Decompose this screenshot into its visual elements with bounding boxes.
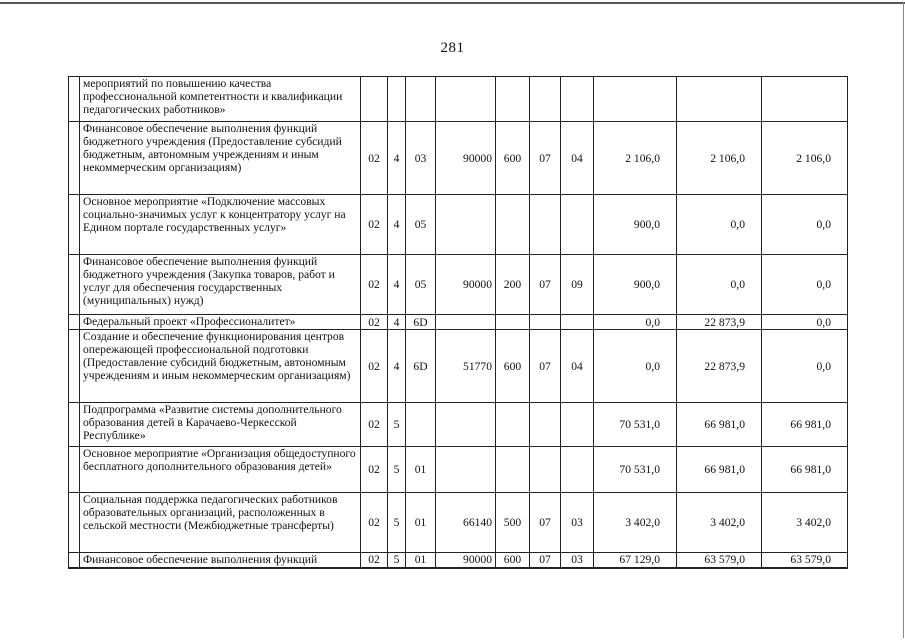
amount-year-2: 66 981,0 xyxy=(677,447,762,493)
code-activity: 01 xyxy=(406,553,436,568)
code-activity: 6D xyxy=(406,330,436,403)
code-section xyxy=(530,403,561,447)
code-subsection xyxy=(561,77,594,122)
code-subprogram: 4 xyxy=(388,255,406,315)
code-section xyxy=(530,77,561,122)
code-expense-type: 200 xyxy=(496,255,530,315)
code-expense-type xyxy=(496,447,530,493)
code-expense-type xyxy=(496,315,530,330)
table-row xyxy=(69,122,848,195)
code-subprogram xyxy=(388,77,406,122)
amount-year-1: 900,0 xyxy=(594,195,677,255)
page-right-border xyxy=(903,2,904,638)
amount-year-2: 22 873,9 xyxy=(677,330,762,403)
code-subsection: 03 xyxy=(561,553,594,568)
code-subsection xyxy=(561,447,594,493)
code-subsection xyxy=(561,403,594,447)
index-cell xyxy=(69,447,80,493)
row-description: Основное мероприятие «Подключение массовых социально-значимых услуг к концентратору услуг на Едином портале государственных услуг» xyxy=(80,195,361,255)
code-direction xyxy=(436,195,496,255)
amount-year-1: 67 129,0 xyxy=(594,553,677,568)
code-expense-type xyxy=(496,77,530,122)
index-cell xyxy=(69,122,80,195)
page-top-border xyxy=(0,2,905,4)
code-section xyxy=(530,447,561,493)
code-subprogram: 5 xyxy=(388,553,406,568)
amount-year-3: 2 106,0 xyxy=(762,122,848,195)
code-subsection xyxy=(561,315,594,330)
code-subprogram: 4 xyxy=(388,122,406,195)
code-expense-type xyxy=(496,195,530,255)
code-subsection: 04 xyxy=(561,330,594,403)
code-program: 02 xyxy=(361,330,388,403)
code-subsection: 09 xyxy=(561,255,594,315)
code-section: 07 xyxy=(530,553,561,568)
row-description: Финансовое обеспечение выполнения функций xyxy=(80,553,361,568)
code-direction: 90000 xyxy=(436,553,496,568)
amount-year-3: 0,0 xyxy=(762,195,848,255)
code-subprogram: 4 xyxy=(388,330,406,403)
amount-year-2: 0,0 xyxy=(677,195,762,255)
code-section: 07 xyxy=(530,330,561,403)
code-activity xyxy=(406,403,436,447)
amount-year-1: 900,0 xyxy=(594,255,677,315)
code-subsection: 04 xyxy=(561,122,594,195)
code-program: 02 xyxy=(361,493,388,553)
code-section: 07 xyxy=(530,255,561,315)
amount-year-3: 0,0 xyxy=(762,255,848,315)
row-description: Финансовое обеспечение выполнения функций бюджетного учреждения (Закупка товаров, работ и услуг для обеспечения государственных (муниципальных) нужд) xyxy=(80,255,361,315)
code-direction xyxy=(436,403,496,447)
code-direction: 51770 xyxy=(436,330,496,403)
amount-year-1: 2 106,0 xyxy=(594,122,677,195)
table-row xyxy=(69,255,848,315)
code-activity: 03 xyxy=(406,122,436,195)
amount-year-3: 0,0 xyxy=(762,330,848,403)
code-section: 07 xyxy=(530,122,561,195)
amount-year-2: 66 981,0 xyxy=(677,403,762,447)
code-section: 07 xyxy=(530,493,561,553)
amount-year-3: 3 402,0 xyxy=(762,493,848,553)
code-program xyxy=(361,77,388,122)
code-direction: 90000 xyxy=(436,122,496,195)
code-activity xyxy=(406,77,436,122)
code-program: 02 xyxy=(361,447,388,493)
amount-year-1: 70 531,0 xyxy=(594,447,677,493)
index-cell xyxy=(69,403,80,447)
code-expense-type: 600 xyxy=(496,330,530,403)
row-description: Подпрограмма «Развитие системы дополнительного образования детей в Карачаево-Черкесской Республике» xyxy=(80,403,361,447)
code-subsection: 03 xyxy=(561,493,594,553)
code-program: 02 xyxy=(361,403,388,447)
table-row xyxy=(69,315,848,330)
amount-year-1 xyxy=(594,77,677,122)
row-description: Финансовое обеспечение выполнения функций бюджетного учреждения (Предоставление субсидий бюджетным, автономным учреждениям и иным некоммерческим организациям) xyxy=(80,122,361,195)
amount-year-1: 3 402,0 xyxy=(594,493,677,553)
amount-year-2: 2 106,0 xyxy=(677,122,762,195)
amount-year-2 xyxy=(677,77,762,122)
code-subprogram: 5 xyxy=(388,493,406,553)
row-description: Федеральный проект «Профессионалитет» xyxy=(80,315,361,330)
index-cell xyxy=(69,493,80,553)
row-description: Основное мероприятие «Организация общедоступного бесплатного дополнительного образования детей» xyxy=(80,447,361,493)
amount-year-3: 66 981,0 xyxy=(762,447,848,493)
amount-year-3: 63 579,0 xyxy=(762,553,848,568)
row-description: Социальная поддержка педагогических работников образовательных организаций, расположенных в сельской местности (Межбюджетные трансферты) xyxy=(80,493,361,553)
code-activity: 01 xyxy=(406,493,436,553)
amount-year-3: 66 981,0 xyxy=(762,403,848,447)
row-description: Создание и обеспечение функционирования центров опережающей профессиональной подготовки (Предоставление субсидий бюджетным, автономным учреждениям и иным некоммерческим организациям) xyxy=(80,330,361,403)
table-row xyxy=(69,553,848,568)
table-row xyxy=(69,447,848,493)
code-subprogram: 4 xyxy=(388,195,406,255)
code-program: 02 xyxy=(361,315,388,330)
table-row xyxy=(69,77,848,122)
table-row xyxy=(69,493,848,553)
amount-year-2: 3 402,0 xyxy=(677,493,762,553)
amount-year-2: 0,0 xyxy=(677,255,762,315)
code-activity: 01 xyxy=(406,447,436,493)
page-number: 281 xyxy=(440,40,465,56)
code-expense-type: 600 xyxy=(496,553,530,568)
code-expense-type: 500 xyxy=(496,493,530,553)
code-direction xyxy=(436,77,496,122)
table-row xyxy=(69,195,848,255)
code-program: 02 xyxy=(361,255,388,315)
code-direction: 90000 xyxy=(436,255,496,315)
table-row xyxy=(69,403,848,447)
index-cell xyxy=(69,315,80,330)
code-expense-type xyxy=(496,403,530,447)
code-subprogram: 4 xyxy=(388,315,406,330)
amount-year-3: 0,0 xyxy=(762,315,848,330)
table-row xyxy=(69,330,848,403)
code-subsection xyxy=(561,195,594,255)
index-cell xyxy=(69,195,80,255)
code-program: 02 xyxy=(361,553,388,568)
code-subprogram: 5 xyxy=(388,403,406,447)
amount-year-1: 0,0 xyxy=(594,315,677,330)
amount-year-2: 22 873,9 xyxy=(677,315,762,330)
index-cell xyxy=(69,255,80,315)
code-program: 02 xyxy=(361,122,388,195)
budget-table xyxy=(68,76,848,569)
table-body xyxy=(69,77,848,568)
code-section xyxy=(530,195,561,255)
code-activity: 05 xyxy=(406,195,436,255)
row-description: мероприятий по повышению качества профессиональной компетентности и квалификации педагогических работников» xyxy=(80,77,361,122)
code-section xyxy=(530,315,561,330)
amount-year-3 xyxy=(762,77,848,122)
code-expense-type: 600 xyxy=(496,122,530,195)
index-cell xyxy=(69,77,80,122)
code-program: 02 xyxy=(361,195,388,255)
amount-year-2: 63 579,0 xyxy=(677,553,762,568)
code-direction xyxy=(436,447,496,493)
code-subprogram: 5 xyxy=(388,447,406,493)
code-direction: 66140 xyxy=(436,493,496,553)
amount-year-1: 0,0 xyxy=(594,330,677,403)
code-direction xyxy=(436,315,496,330)
index-cell xyxy=(69,330,80,403)
code-activity: 05 xyxy=(406,255,436,315)
code-activity: 6D xyxy=(406,315,436,330)
index-cell xyxy=(69,553,80,568)
amount-year-1: 70 531,0 xyxy=(594,403,677,447)
